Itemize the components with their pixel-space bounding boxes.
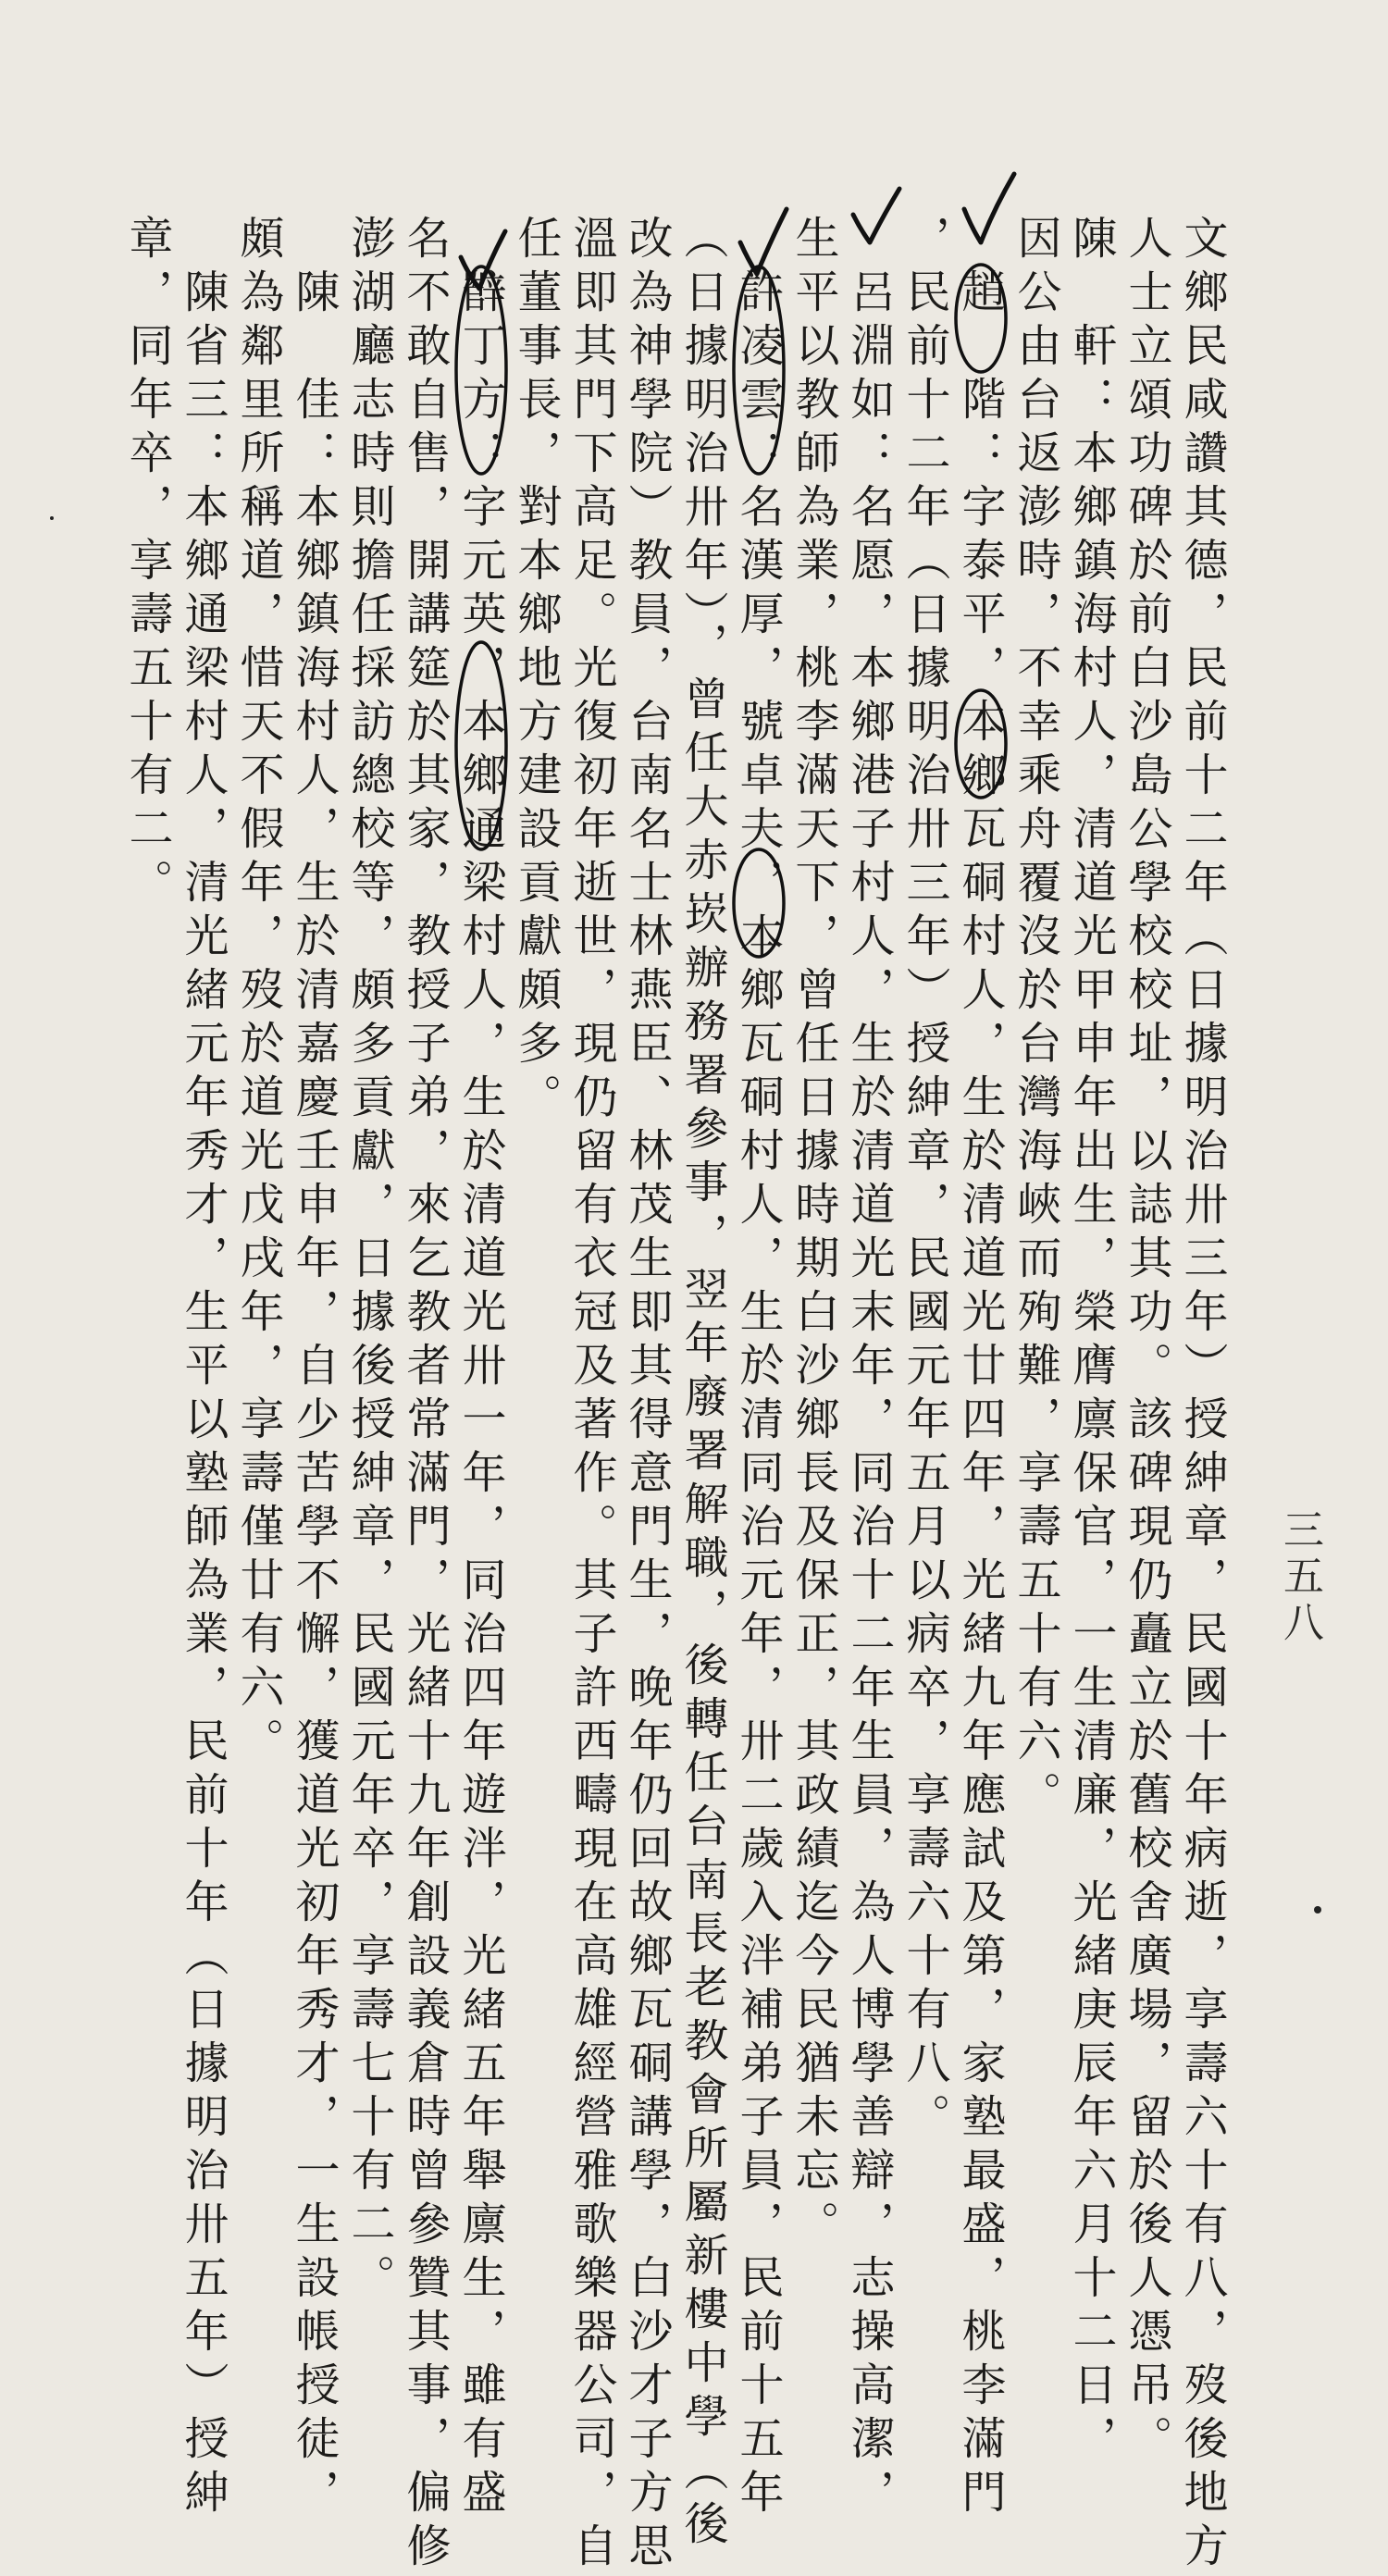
text-column-12: 溫即其門下高足。光復初年逝世，現仍留有衣冠及著作。其子許西疇現在高雄經營雅歌樂器公司，自 — [565, 215, 617, 2576]
checkmark-xu-lingyun — [740, 209, 787, 274]
text-column-17: 陳 佳：本鄉鎮海村人，生於清嘉慶壬申年，自少苦學不懈，獲道光初年秀才，一生設帳授徒， — [288, 268, 340, 2522]
circle-wadong-1 — [956, 690, 1006, 798]
text-column-18: 頗為鄰里所稱道，惜天不假年，歿於道光戊戌年，享壽僅廿有六。 — [232, 215, 284, 1771]
text-column-16: 澎湖廳志時則擔任採訪總校等，頗多貢獻，日據後授紳章，民國元年卒，享壽七十有二。 — [343, 215, 395, 2308]
checkmark-zhao-jie — [964, 174, 1014, 242]
text-column-5: 趙 階：字泰平，本鄉瓦硐村人，生於清道光廿四年，光緒九年應試及第，家塾最盛，桃李滿門 — [954, 268, 1006, 2522]
text-column-15: 名不敢自售，開講筵於其家，教授子弟，來乞教者常滿門，光緒十九年創設義倉時曾參贊其事，偏修 — [399, 215, 451, 2576]
checkmark-lu-yuanru — [853, 189, 899, 242]
text-column-20: 章，同年卒，享壽五十有二。 — [121, 215, 173, 912]
text-column-4: 因公由台返澎時，不幸乘舟覆沒於台灣海峽而殉難，享壽五十有六。 — [1010, 215, 1061, 1825]
text-column-9: 許凌雲：名漢厚，號卓夫，本鄉瓦硐村人，生於清同治元年，卅二歲入泮補弟子員，民前十五年 — [732, 268, 784, 2522]
stray-mark — [1314, 1906, 1321, 1913]
text-column-11: 改為神學院）教員，台南名士林燕臣、林茂生即其得意門生，晚年仍回故鄉瓦硐講學，白沙才子方思 — [621, 215, 673, 2576]
circle-xue-dingfang — [456, 266, 506, 474]
text-column-1: 文鄉民咸讚其德，民前十二年（日據明治卅三年）授紳章，民國十年病逝，享壽六十有八，歿後地方 — [1176, 215, 1228, 2576]
circle-xu-lingyun — [734, 266, 784, 474]
circle-tongliang — [456, 642, 506, 849]
text-column-2: 人士立頌功碑於前白沙島公學校校址，以誌其功。該碑現仍矗立於舊校舍廣場，留於後人憑吊。 — [1121, 215, 1172, 2469]
text-column-13: 任董事長，對本鄉地方建設貢獻頗多。 — [510, 215, 562, 1127]
text-column-19: 陳省三：本鄉通梁村人，清光緒元年秀才，生平以塾師為業，民前十年（日據明治卅五年）授紳 — [177, 268, 229, 2522]
stray-mark-left — [50, 516, 54, 520]
text-column-6: ，民前十二年（日據明治卅三年）授紳章，民國元年五月以病卒，享壽六十有八。 — [898, 215, 950, 2147]
text-column-14: 辥丁方：字元英，本鄉通梁村人，生於清道光卅一年，同治四年遊泮，光緒五年舉廪生，雖有盛 — [454, 268, 506, 2522]
text-column-10: （日據明治卅年），曾任大赤崁辦務署參事，翌年廢署解職，後轉任台南長老教會所屬新樓中學（後 — [676, 215, 728, 2554]
circle-wadong-2 — [734, 849, 784, 957]
text-column-8: 生平以教師為業，桃李滿天下，曾任日據時期白沙鄉長及保正，其政績迄今民猶未忘。 — [787, 215, 839, 2254]
text-column-3: 陳 軒：本鄉鎮海村人，清道光甲申年出生，榮膺廪保官，一生清廉，光緒庚辰年六月十二日， — [1065, 215, 1117, 2469]
page-number: 三五八 — [1276, 1508, 1323, 1647]
circle-zhao-jie — [956, 265, 1006, 372]
text-column-7: 呂淵如：名愿，本鄉港子村人，生於清道光末年，同治十二年生員，為人博學善辯，志操高潔， — [843, 268, 895, 2522]
